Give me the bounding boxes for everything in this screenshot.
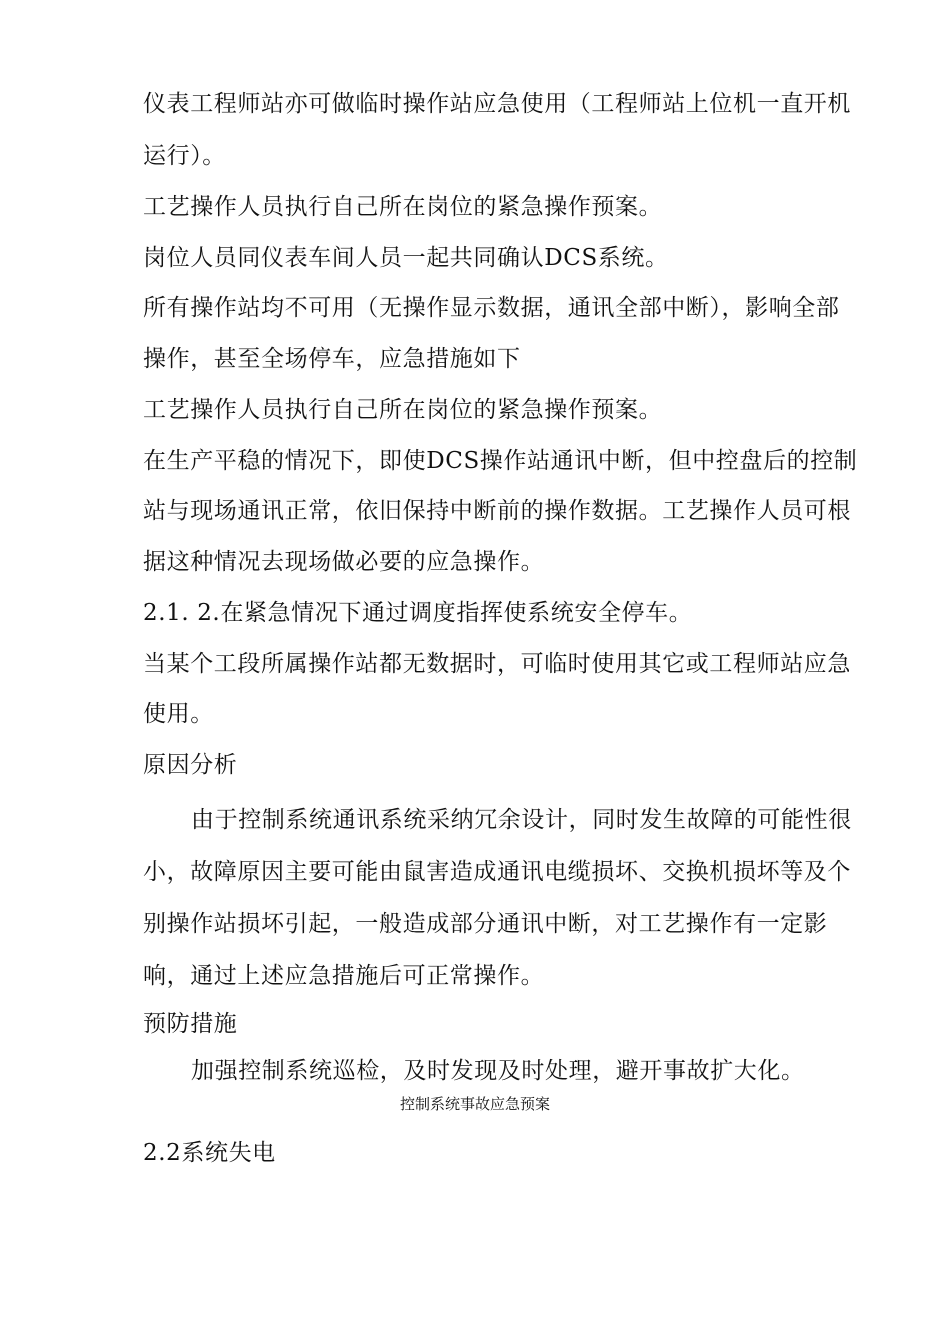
text-line-20: 加强控制系统巡检，及时发现及时处理，避开事故扩大化。 bbox=[191, 1058, 805, 1084]
text-line-7: 工艺操作人员执行自己所在岗位的紧急操作预案。 bbox=[143, 397, 663, 423]
text-line-2: 运行）。 bbox=[143, 143, 226, 169]
page-footer-title: 控制系统事故应急预案 bbox=[399, 1095, 550, 1113]
text-line-12: 当某个工段所属操作站都无数据时，可临时使用其它或工程师站应急 bbox=[143, 651, 851, 677]
text-line-6: 操作，甚至全场停车，应急措施如下 bbox=[143, 346, 521, 372]
text-line-13: 使用。 bbox=[143, 701, 214, 727]
section-heading-2-2: 2.2系统失电 bbox=[143, 1140, 276, 1166]
text-line-5: 所有操作站均不可用（无操作显示数据，通讯全部中断），影响全部 bbox=[143, 295, 840, 321]
text-line-1: 仪表工程师站亦可做临时操作站应急使用（工程师站上位机一直开机 bbox=[143, 91, 851, 117]
text-line-8: 在生产平稳的情况下，即使DCS操作站通讯中断，但中控盘后的控制 bbox=[143, 448, 858, 474]
text-line-10: 据这种情况去现场做必要的应急操作。 bbox=[143, 549, 545, 575]
text-line-15: 由于控制系统通讯系统采纳冗余设计，同时发生故障的可能性很 bbox=[191, 807, 852, 833]
section-heading-2-1-2: 2.1. 2.在紧急情况下通过调度指挥使系统安全停车。 bbox=[143, 600, 693, 626]
heading-preventive-measures: 预防措施 bbox=[143, 1011, 238, 1037]
heading-cause-analysis: 原因分析 bbox=[143, 752, 238, 778]
text-line-16: 小，故障原因主要可能由鼠害造成通讯电缆损坏、交换机损坏等及个 bbox=[143, 859, 851, 885]
text-line-9: 站与现场通讯正常，依旧保持中断前的操作数据。工艺操作人员可根 bbox=[143, 498, 851, 524]
text-line-18: 响，通过上述应急措施后可正常操作。 bbox=[143, 963, 545, 989]
text-line-4: 岗位人员同仪表车间人员一起共同确认DCS系统。 bbox=[143, 245, 669, 271]
text-line-3: 工艺操作人员执行自己所在岗位的紧急操作预案。 bbox=[143, 194, 663, 220]
text-line-17: 别操作站损坏引起，一般造成部分通讯中断，对工艺操作有一定影 bbox=[143, 911, 828, 937]
